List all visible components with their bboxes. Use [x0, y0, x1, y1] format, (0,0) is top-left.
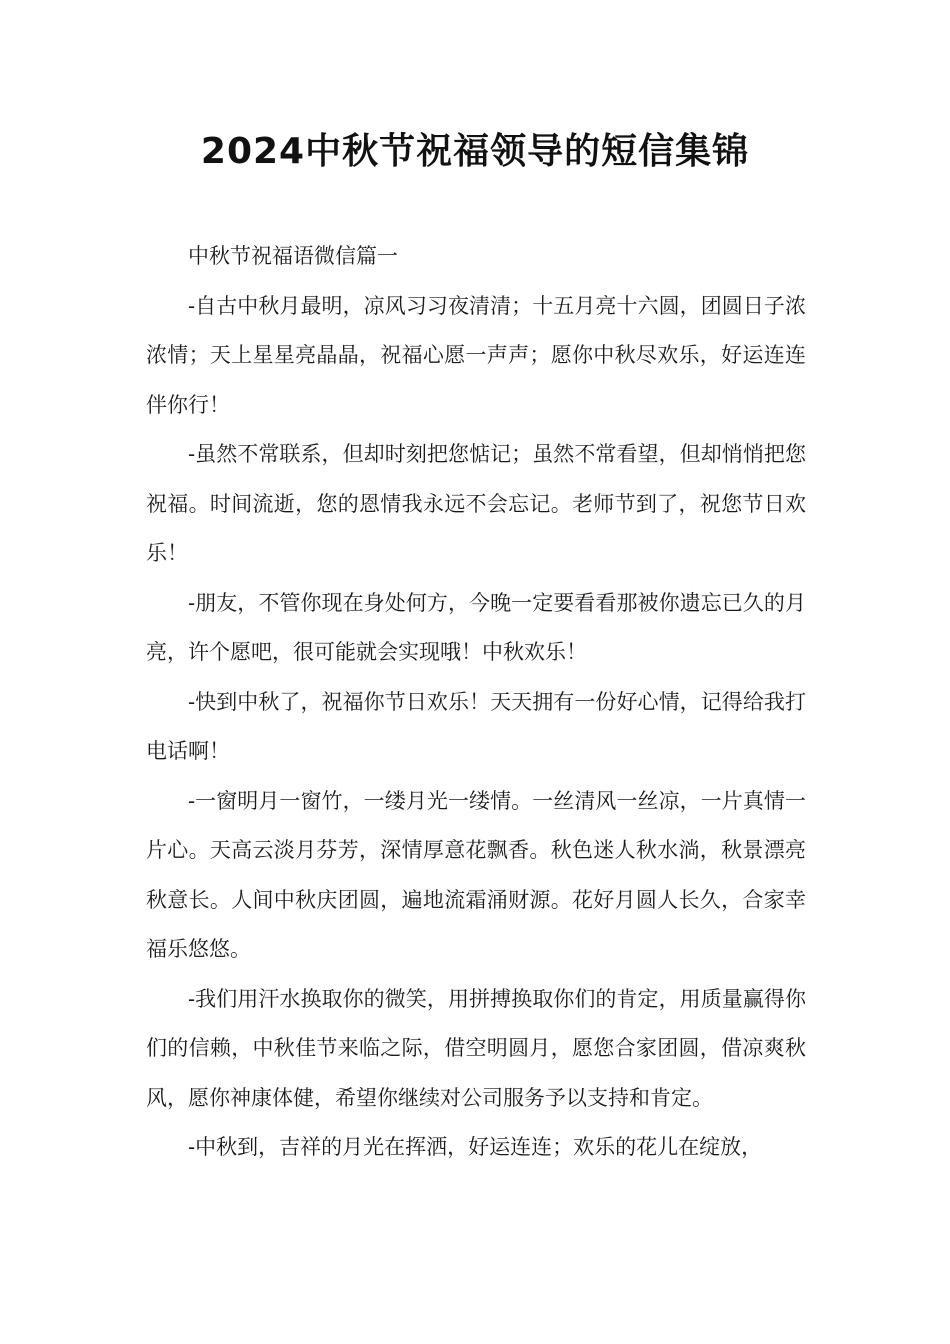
paragraph-1: -自古中秋月最明，凉风习习夜清清；十五月亮十六圆，团圆日子浓浓情；天上星星亮晶晶，祝福心愿一声声；愿你中秋尽欢乐，好运连连伴你行！ [146, 293, 806, 417]
paragraph-7: -中秋到，吉祥的月光在挥洒，好运连连；欢乐的花儿在绽放， [188, 1135, 763, 1159]
document-title: 2024中秋节祝福领导的短信集锦 [200, 131, 750, 172]
document-body [146, 232, 806, 1173]
paragraph-4: -快到中秋了，祝福你节日欢乐！天天拥有一份好心情，记得给我打电话啊！ [146, 689, 806, 763]
paragraph-6: -我们用汗水换取你的微笑，用拼搏换取你们的肯定，用质量赢得你们的信赖，中秋佳节来临之际，借空明圆月，愿您合家团圆，借凉爽秋风，愿你神康体健，希望你继续对公司服务予以支持和肯定。 [146, 986, 806, 1110]
paragraph-3: -朋友，不管你现在身处何方，今晚一定要看看那被你遗忘已久的月亮，许个愿吧，很可能就会实现哦！中秋欢乐！ [146, 590, 806, 664]
paragraph-5: -一窗明月一窗竹，一缕月光一缕情。一丝清风一丝凉，一片真情一片心。天高云淡月芬芳，深情厚意花飘香。秋色迷人秋水淌，秋景漂亮秋意长。人间中秋庆团圆，遍地流霜涌财源。花好月圆人长久，合家幸福乐悠悠。 [146, 788, 806, 961]
paragraph-2: -虽然不常联系，但却时刻把您惦记；虽然不常看望，但却悄悄把您祝福。时间流逝，您的恩情我永远不会忘记。老师节到了，祝您节日欢乐！ [146, 442, 806, 565]
section-heading: 中秋节祝福语微信篇一 [188, 244, 398, 268]
